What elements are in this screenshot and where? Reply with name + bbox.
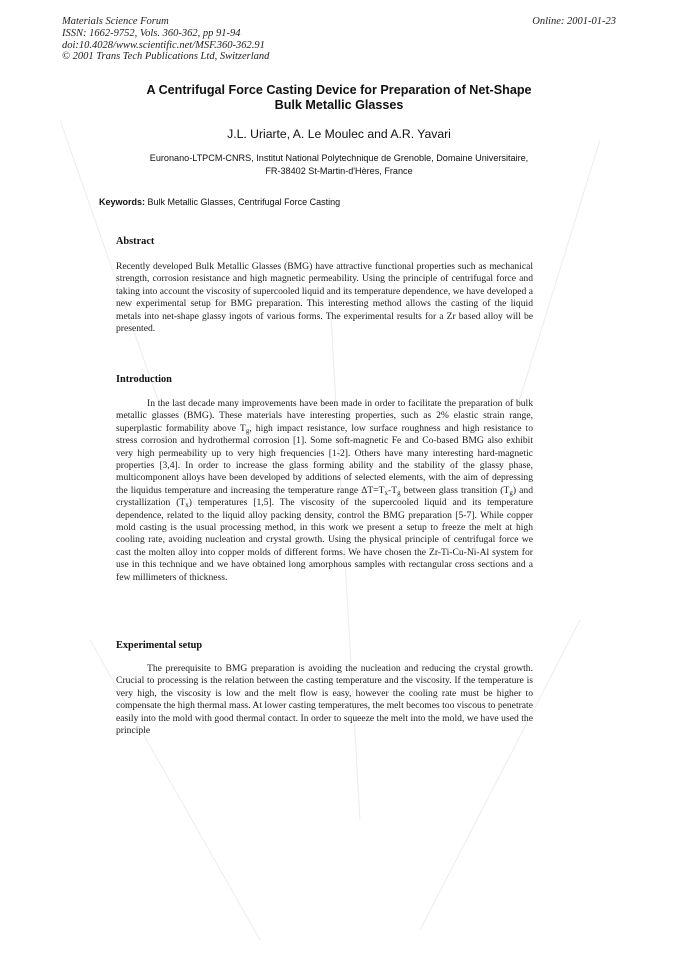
affiliation-line-1: Euronano-LTPCM-CNRS, Institut National Polytechnique de Grenoble, Domaine Universitaire, [149, 153, 529, 163]
paper-title [90, 83, 588, 113]
journal-name: Materials Science Forum [62, 16, 169, 27]
experimental-text: The prerequisite to BMG preparation is avoiding the nucleation and reducing the crystal growth. Crucial to processing is the relation between the casting temperature and the viscosity. If the temperature is very high, the viscosity is low and the melt flow is easy, however the cooling rate must be higher to compensate the high thermal mass. At lower casting temperatures, the melt becomes too viscous to penetrate easily into the mold with good thermal contact. In order to squeeze the melt into the mold, we have used the principle [116, 663, 533, 737]
title-line-1: A Centrifugal Force Casting Device for Preparation of Net-Shape [146, 83, 532, 97]
doi-line: doi:10.4028/www.scientific.net/MSF.360-362.91 [62, 39, 265, 51]
abstract-text: Recently developed Bulk Metallic Glasses (BMG) have attractive functional properties such as mechanical strength, corrosion resistance and high magnetic permeability. Using the principle of centrifugal force and taking into account the viscosity of supercooled liquid and its temperature dependence, we have developed a new experimental setup for BMG preparation. This interesting method allows the casting of the liquid metals into net-shape glassy ingots of various forms. The experimental results for a Zr based alloy will be presented. [116, 261, 533, 335]
title-line-2: Bulk Metallic Glasses [274, 98, 404, 112]
keywords [99, 197, 340, 207]
introduction-heading: Introduction [116, 374, 172, 385]
journal-info [62, 16, 269, 63]
introduction-text: In the last decade many improvements have been made in order to facilitate the preparation of bulk metallic glasses (BMG). These materials have interesting properties, such as 2% elastic strain range, superplastic formability above $T_g$, high impact resistance, low surface roughness and high resistance to stress corrosion and hydrothermal corrosion [1]. Some soft-magnetic Fe and Co-based BMG also exhibit very high permeability up to very high frequencies [1-2]. Others have many interesting hard-magnetic properties [3,4]. In order to increase the glass forming ability and the stability of the glassy phase, multicomponent alloys have been developed by additions of selected elements, with the aim of depressing the liquidus temperature and increasing the temperature range $\Delta T=T_x-T_g$ between glass transition $(T_g)$ and crystallization $(T_x)$ temperatures [1,5]. The viscosity of the supercooled liquid and its temperature dependence, related to the liquid alloy packing density, control the BMG preparation [5-7]. While copper mold casting is the usual processing method, in this work we present a setup to freeze the melt at high cooling rate, avoiding nucleation and crystal growth. Using the physical principle of centrifugal force we cast the molten alloy into copper molds of different forms. We have chosen the Zr-Ti-Cu-Ni-Al system for use in this technique and we have obtained long amorphous samples with rectangular cross sections and a few millimeters of thickness. [116, 398, 534, 583]
experimental-heading: Experimental setup [116, 640, 203, 651]
copyright-line: © 2001 Trans Tech Publications Ltd, Switzerland [62, 51, 270, 63]
abstract-heading: Abstract [116, 236, 155, 247]
affiliation [90, 152, 588, 177]
affiliation-line-2: FR-38402 St-Martin-d'Hères, France [265, 165, 413, 176]
issn-line: ISSN: 1662-9752, Vols. 360-362, pp 91-94 [62, 27, 241, 39]
keywords-label: Keywords: [99, 197, 146, 207]
online-date: Online: 2001-01-23 [532, 16, 616, 27]
authors: J.L. Uriarte, A. Le Moulec and A.R. Yavari [227, 127, 451, 141]
keywords-text: Bulk Metallic Glasses, Centrifugal Force Casting [147, 197, 341, 207]
